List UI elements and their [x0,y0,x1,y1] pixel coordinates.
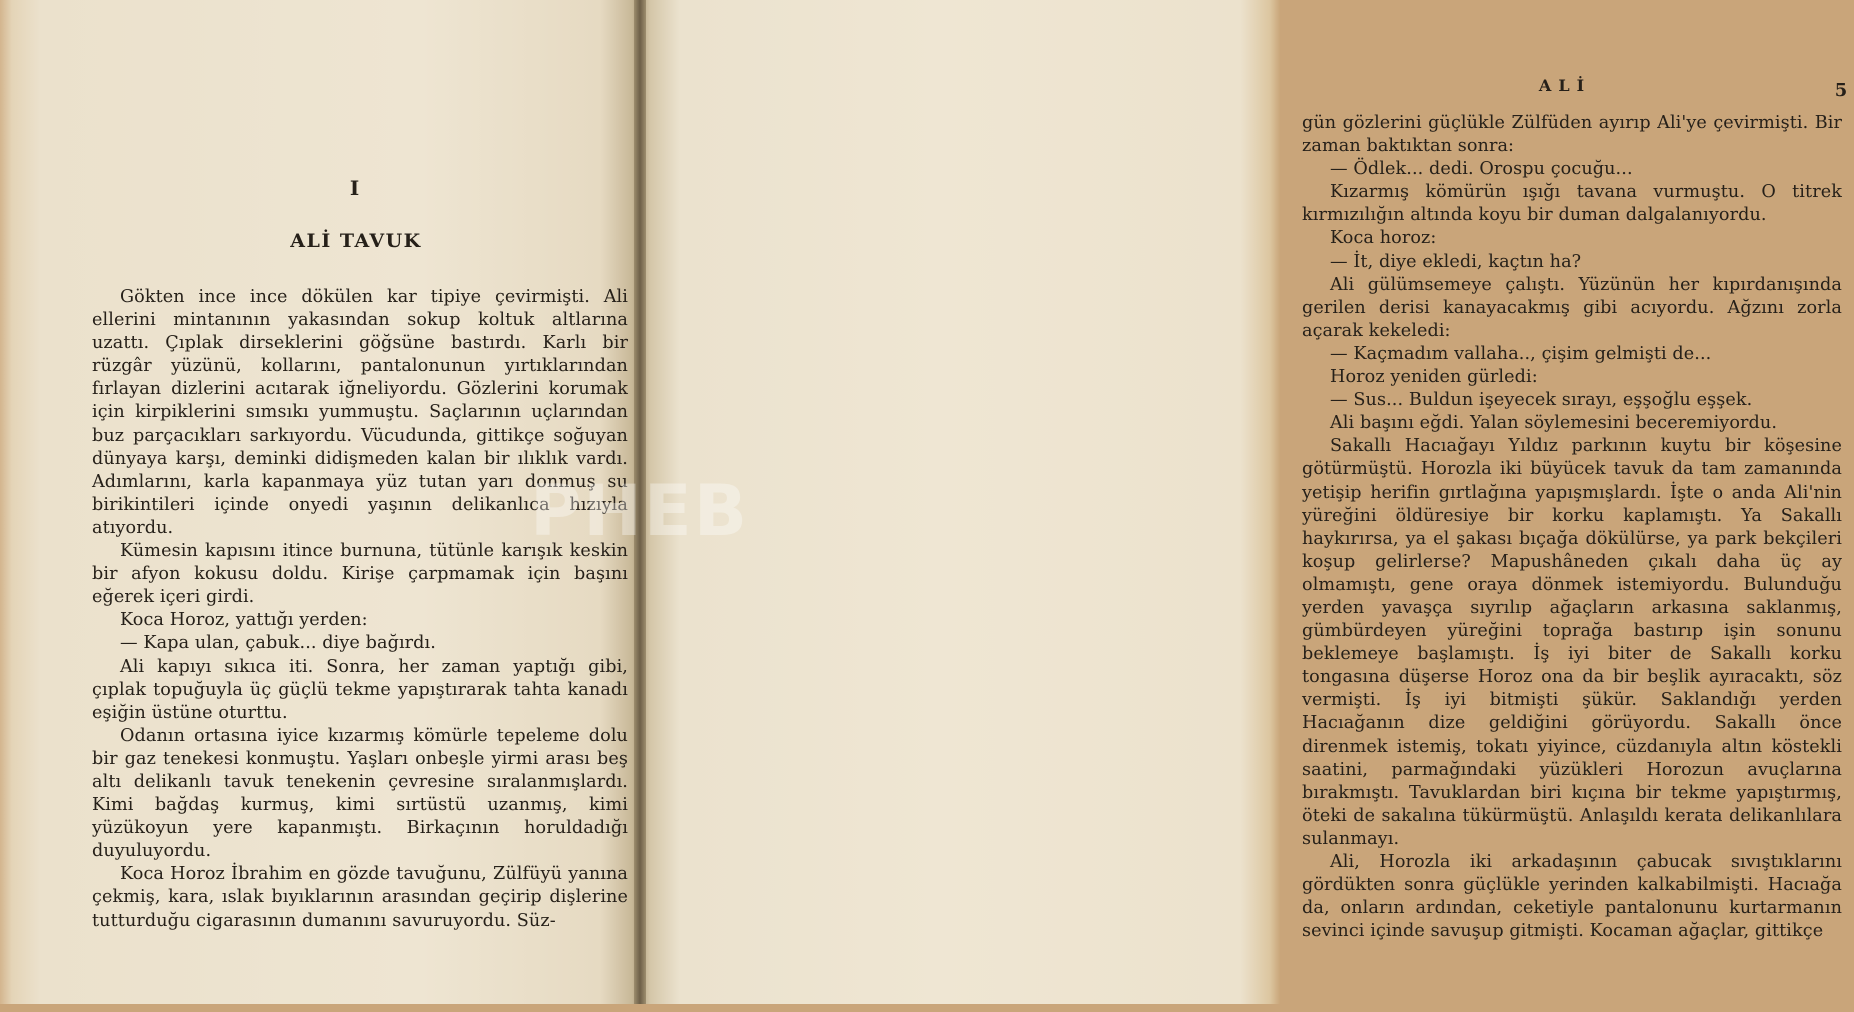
paragraph: Kızarmış kömürün ışığı tavana vurmuştu. O titrek kırmızılığın altında koyu bir duman dalgalanıyordu. [1302,182,1842,226]
chapter-title: ALİ TAVUK [290,230,422,252]
watermark: PHEB [530,470,750,552]
paragraph: Koca horoz: [1330,228,1437,249]
paragraph: Ali kapıyı sıkıca iti. Sonra, her zaman yaptığı gibi, çıplak topuğuyla üç güçlü tekme yapıştırarak tahta kanadı eşiğin üstüne oturttu. [92,656,628,723]
paragraph: — Ödlek... dedi. Orospu çocuğu... [1330,159,1633,180]
left-page-text [92,286,628,933]
running-head: ALİ [1538,76,1592,95]
paragraph: Ali başını eğdi. Yalan söylemesini beceremiyordu. [1330,413,1778,434]
paragraph: Kümesin kapısını itince burnuna, tütünle karışık keskin bir afyon kokusu doldu. Kirişe çarpmamak için başını eğerek içeri girdi. [92,541,628,608]
paragraph: — Sus... Buldun işeyecek sırayı, eşşoğlu eşşek. [1330,390,1753,411]
right-page-text [1302,112,1842,943]
paragraph: Horoz yeniden gürledi: [1330,367,1538,388]
paragraph: — Kaçmadım vallaha.., çişim gelmişti de... [1330,343,1712,364]
paragraph: gün gözlerini güçlükle Zülfüden ayırıp Ali'ye çevirmişti. Bir zaman baktıktan sonra: [1302,113,1842,157]
paragraph: Koca Horoz İbrahim en gözde tavuğunu, Zülfüyü yanına çekmiş, kara, ıslak bıyıklarının arasından geçirip dişlerine tutturduğu cigarasının dumanını savuruyordu. Süz- [92,864,628,931]
paragraph: — İt, diye ekledi, kaçtın ha? [1330,251,1582,272]
paragraph: Sakallı Hacıağayı Yıldız parkının kuytu bir köşesine götürmüştü. Horozla iki büyücek tavuk da tam zamanında yetişip herifin gırtlağına yapışmışlardı. İşte o anda Ali'nin yüreğini öldüresiye bir korku kaplamıştı. Ya Sakallı haykırırsa, ya el şakası bıçağa dökülürse, ya park bekçileri koşup gelirlerse? Mapushâneden çıkalı daha üç ay olmamıştı, gene oraya dönmek istemiyordu. Bulunduğu yerden yavaşça sıyrılıp ağaçların arkasına saklanmış, gümbürdeyen yüreğini toprağa bastırıp işin sonunu beklemeye başlamıştı. İş iyi biter de Sakallı korku tongasına düşerse Horoz ona da bir beşlik ayıracaktı, söz vermişti. İş iyi bitmişti şükür. Saklandığı yerden Hacıağanın dize geldiğini görüyordu. Sakallı önce direnmek istemiş, tokatı yiyince, cüzdanıyla altın köstekli saatini, parmağındaki yüzükleri Horozun avuçlarına bırakmıştı. Tavuklardan biri kıçına bir tekme yapıştırmış, öteki de sakalına tükürmüştü. Anlaşıldı kerata delikanlılara sulanmayı. [1302,436,1842,849]
paragraph: Odanın ortasına iyice kızarmış kömürle tepeleme dolu bir gaz tenekesi konmuştu. Yaşları onbeşle yirmi arası beş altı delikanlı tavuk tenekenin çevresine sıralanmışlardı. Kimi bağdaş kurmuş, kimi sırtüstü uzanmış, kimi yüzükoyun yere kapanmıştı. Birkaçının horuldadığı duyuluyordu. [92,725,628,862]
bottom-edge [0,1004,1280,1012]
chapter-number: I [349,176,361,200]
paragraph: Ali gülümsemeye çalıştı. Yüzünün her kıpırdanışında gerilen derisi kanayacakmış gibi acıyordu. Ağzını zorla açarak kekeledi: [1302,274,1842,341]
paragraph: Gökten ince ince dökülen kar tipiye çevirmişti. Ali ellerini mintanının yakasından sokup koltuk altlarına uzattı. Çıplak dirseklerini göğsüne bastırdı. Karlı bir rüzgâr yüzünü, kollarını, pantalonunun yırtıklarından fırlayan dizlerini acıtarak iğneliyordu. Gözlerini korumak için kirpiklerini sımsıkı yummuştu. Saçlarının uçlarından buz parçacıkları sarkıyordu. Vücudunda, gittikçe soğuyan dünyaya karşı, deminki didişmeden kalan bir ılıklık vardı. Adımlarını, karla kapanmaya yüz tutan yarı donmuş su birikintileri içinde onyedi yaşının delikanlıca hızıyla atıyordu. [92,287,628,538]
paragraph: Ali, Horozla iki arkadaşının çabucak sıvıştıklarını gördükten sonra güçlükle yerinden kalkabilmişti. Hacıağa da, onların ardından, ceketiyle pantalonunu kurtarmanın sevinci içinde savuşup gitmişti. Kocaman ağaçlar, gittikçe [1302,852,1842,942]
paragraph: Koca Horoz, yattığı yerden: [120,610,368,631]
page-number: 5 [1834,80,1848,101]
paragraph: — Kapa ulan, çabuk... diye bağırdı. [120,633,436,654]
